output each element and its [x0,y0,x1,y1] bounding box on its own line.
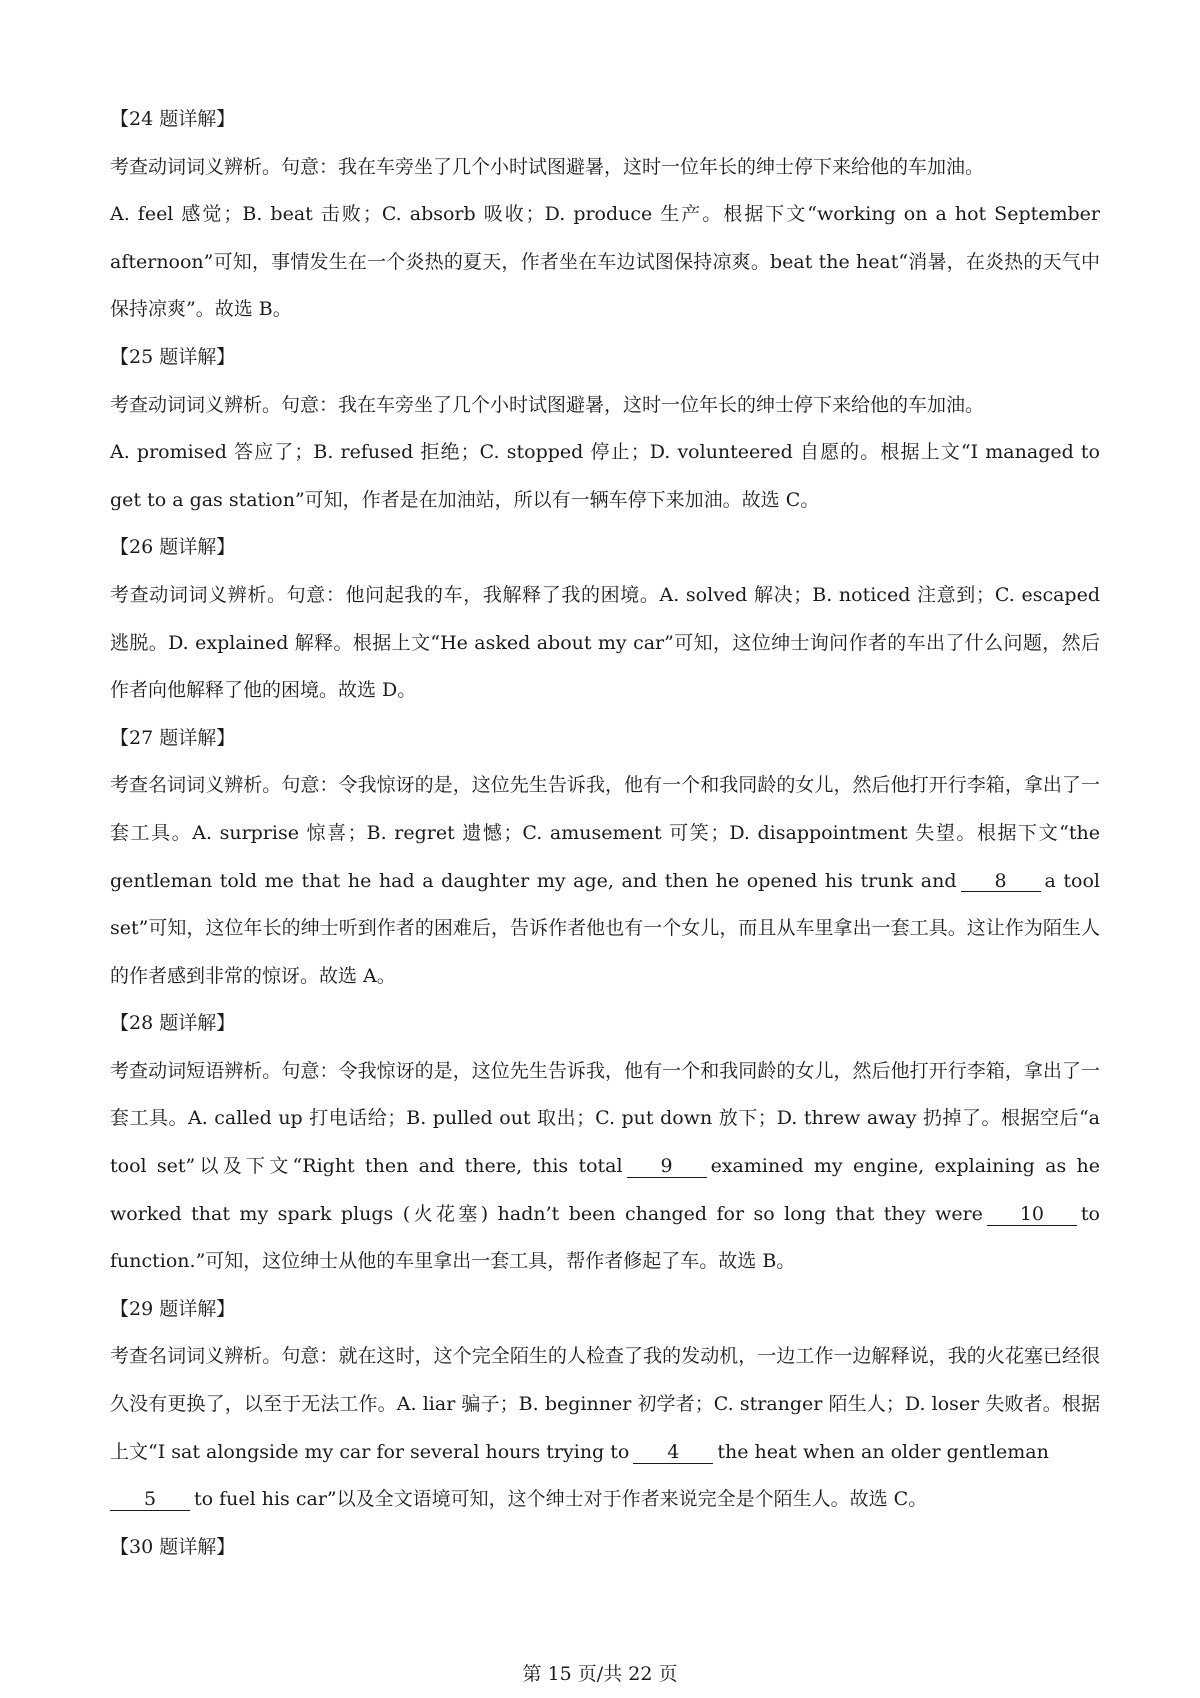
section-heading-26: 【26 题详解】 [110,536,236,559]
explanation-25-line-2: A. promised 答应了；B. refused 拒绝；C. stopped 停止；D. volunteered 自愿的。根据上文“I managed to get to a gas station”可知，作者是在加油站，所以有一辆车停下来加油。故选 C。 [110,441,1100,511]
explanation-29-text-b: the heat when an older gentleman [717,1440,1049,1463]
section-heading-24: 【24 题详解】 [110,108,236,130]
explanation-26: 考查动词词义辨析。句意：他问起我的车，我解释了我的困境。A. solved 解决；B. noticed 注意到；C. escaped 逃脱。D. explained 解释。根据上文“He asked about my car”可知，这位绅士询问作者的车出了什么问题，然后作者向他解释了他的困境。故选 D。 [110,583,1100,702]
explanation-27 [110,762,1100,1000]
blank-5: 5 [110,1489,190,1511]
explanation-27-text-after: a tool set”可知，这位年长的绅士听到作者的困难后，告诉作者他也有一个女儿，而且从车里拿出一套工具。这让作为陌生人的作者感到非常的惊讶。故选 A。 [110,869,1100,987]
section-heading-25: 【25 题详解】 [110,345,236,368]
explanation-24-line-2: A. feel 感觉；B. beat 击败；C. absorb 吸收；D. produce 生产。根据下文“working on a hot September afternoon”可知，事情发生在一个炎热的夏天，作者坐在车边试图保持凉爽。beat the heat“消暑，在炎热的天气中保持凉爽”。故选 B。 [110,203,1100,321]
explanation-29 [110,1333,1100,1523]
answer-explanations [110,96,1100,1571]
section-heading-30: 【30 题详解】 [110,1535,236,1558]
page-number: 第 15 页/共 22 页 [522,1663,678,1685]
section-heading-27: 【27 题详解】 [110,726,236,749]
explanation-29-text-a: 考查名词词义辨析。句意：就在这时，这个完全陌生的人检查了我的发动机，一边工作一边解释说，我的火花塞已经很久没有更换了，以至于无法工作。A. liar 骗子；B. beginner 初学者；C. stranger 陌生人；D. loser 失败者。根据上文“I sat alongside my car for several hours trying to [110,1345,1100,1463]
explanation-29-text-c: to fuel his car”以及全文语境可知，这个绅士对于作者来说完全是个陌生人。故选 C。 [194,1488,928,1511]
explanation-27-text-before: 考查名词词义辨析。句意：令我惊讶的是，这位先生告诉我，他有一个和我同龄的女儿，然后他打开行李箱，拿出了一套工具。A. surprise 惊喜；B. regret 遗憾；C. amusement 可笑；D. disappointment 失望。根据下文“the gentleman told me that he had a daughter my age, and then he opened his trunk and [110,774,1100,892]
blank-8: 8 [961,871,1041,893]
explanation-28 [110,1048,1100,1286]
explanation-24-line-1: 考查动词词义辨析。句意：我在车旁坐了几个小时试图避暑，这时一位年长的绅士停下来给他的车加油。 [110,155,985,178]
blank-9: 9 [627,1156,707,1178]
section-heading-28: 【28 题详解】 [110,1012,236,1035]
explanation-28-text-b: examined my engine, explaining as he worked that my spark plugs (火花塞) hadn’t been changed for so long that they were [110,1155,1100,1225]
blank-4: 4 [633,1442,713,1464]
blank-10: 10 [987,1204,1077,1226]
explanation-28-text-a: 考查动词短语辨析。句意：令我惊讶的是，这位先生告诉我，他有一个和我同龄的女儿，然后他打开行李箱，拿出了一套工具。A. called up 打电话给；B. pulled out 取出；C. put down 放下；D. threw away 扔掉了。根据空后“a tool set”以及下文“Right then and there, this total [110,1059,1100,1178]
explanation-28-text-c: to function.”可知，这位绅士从他的车里拿出一套工具，帮作者修起了车。故选 B。 [110,1202,1100,1273]
section-heading-29: 【29 题详解】 [110,1297,236,1320]
explanation-25-line-1: 考查动词词义辨析。句意：我在车旁坐了几个小时试图避暑，这时一位年长的绅士停下来给他的车加油。 [110,393,985,416]
